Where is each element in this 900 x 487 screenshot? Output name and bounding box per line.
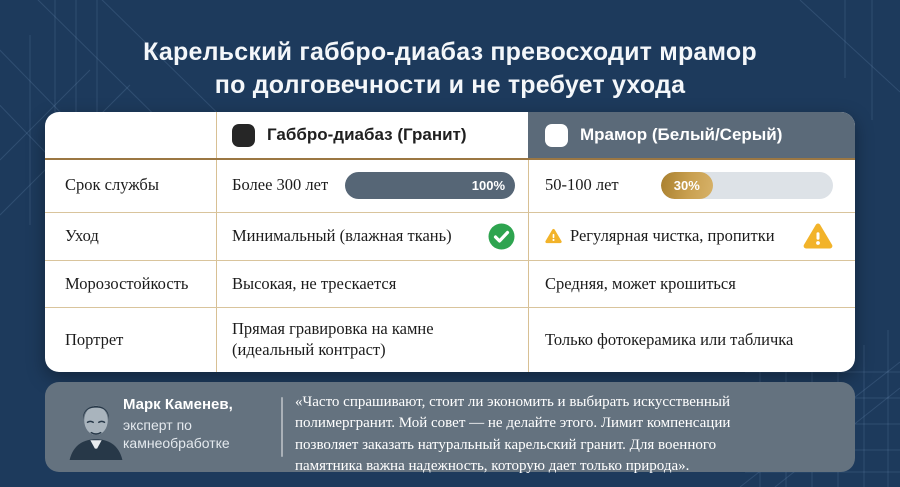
expert-role-line1: эксперт по [123,417,192,433]
row-label: Морозостойкость [65,273,189,293]
marble-lifespan-bar-track [661,172,833,199]
row-label: Портрет [65,329,124,349]
page-title-line1: Карельский габбро-диабаз превосходит мрамор [143,38,757,66]
expert-quote-text: «Часто спрашивают, стоит ли экономить и выбирать искусственный полимергранит. Мой совет — не делайте этого. Лимит компенсации позволяет заказать натуральный карельский гранит. Для военного памятника важна надежность, которую дает только природа». [295,394,731,475]
marble-care-text: Регулярная чистка, пропитки [570,226,775,245]
marble-cell [528,260,855,307]
expert-role-line2: камнеобработке [123,435,230,452]
marble-frost-text: Средняя, может крошиться [545,273,736,293]
granite-cell [216,212,528,260]
expert-name: Марк Каменев, [123,396,233,413]
table-row-lifespan [45,158,855,212]
column-header-granite [216,112,528,158]
page-title-line2: по долговечности и не требует ухода [214,71,686,99]
marble-cell [528,158,855,212]
expert-role [123,416,273,452]
marble-lifespan-bar-fill [661,172,713,199]
marble-swatch-icon [545,124,568,147]
marble-portrait-text: Только фотокерамика или табличка [545,329,794,349]
granite-swatch-icon [232,124,255,147]
header-empty-cell [45,112,216,158]
granite-lifespan-text: Более 300 лет [232,175,329,194]
granite-cell [216,307,528,372]
granite-portrait-text: Прямая гравировка на камне (идеальный контраст) [232,318,434,359]
table-header-row [45,112,855,158]
comparison-table-card [45,112,855,372]
warning-triangle-icon [803,222,833,250]
table-row-frost [45,260,855,307]
check-circle-icon [488,223,515,250]
expert-avatar [67,394,125,460]
expert-quote-panel [45,382,855,475]
granite-cell [216,260,528,307]
granite-cell [216,158,528,212]
marble-cell [528,307,855,372]
granite-care-text: Минимальный (влажная ткань) [232,226,452,245]
marble-cell [528,212,855,260]
marble-header-label: Мрамор (Белый/Серый) [580,125,783,144]
granite-frost-text: Высокая, не трескается [232,273,397,293]
row-label: Срок службы [65,175,159,194]
page-title [0,36,900,102]
granite-bar-percent-label: 100% [471,177,505,193]
marble-bar-percent-label: 30% [673,177,700,193]
expert-identity [123,396,273,452]
warning-triangle-icon [545,228,562,244]
table-row-portrait [45,307,855,372]
row-label: Уход [65,226,99,245]
marble-lifespan-text: 50-100 лет [545,175,619,194]
column-header-marble [528,112,855,158]
granite-lifespan-bar [345,172,515,199]
table-row-care [45,212,855,260]
quote-divider [281,397,283,457]
granite-header-label: Габбро-диабаз (Гранит) [267,125,467,144]
